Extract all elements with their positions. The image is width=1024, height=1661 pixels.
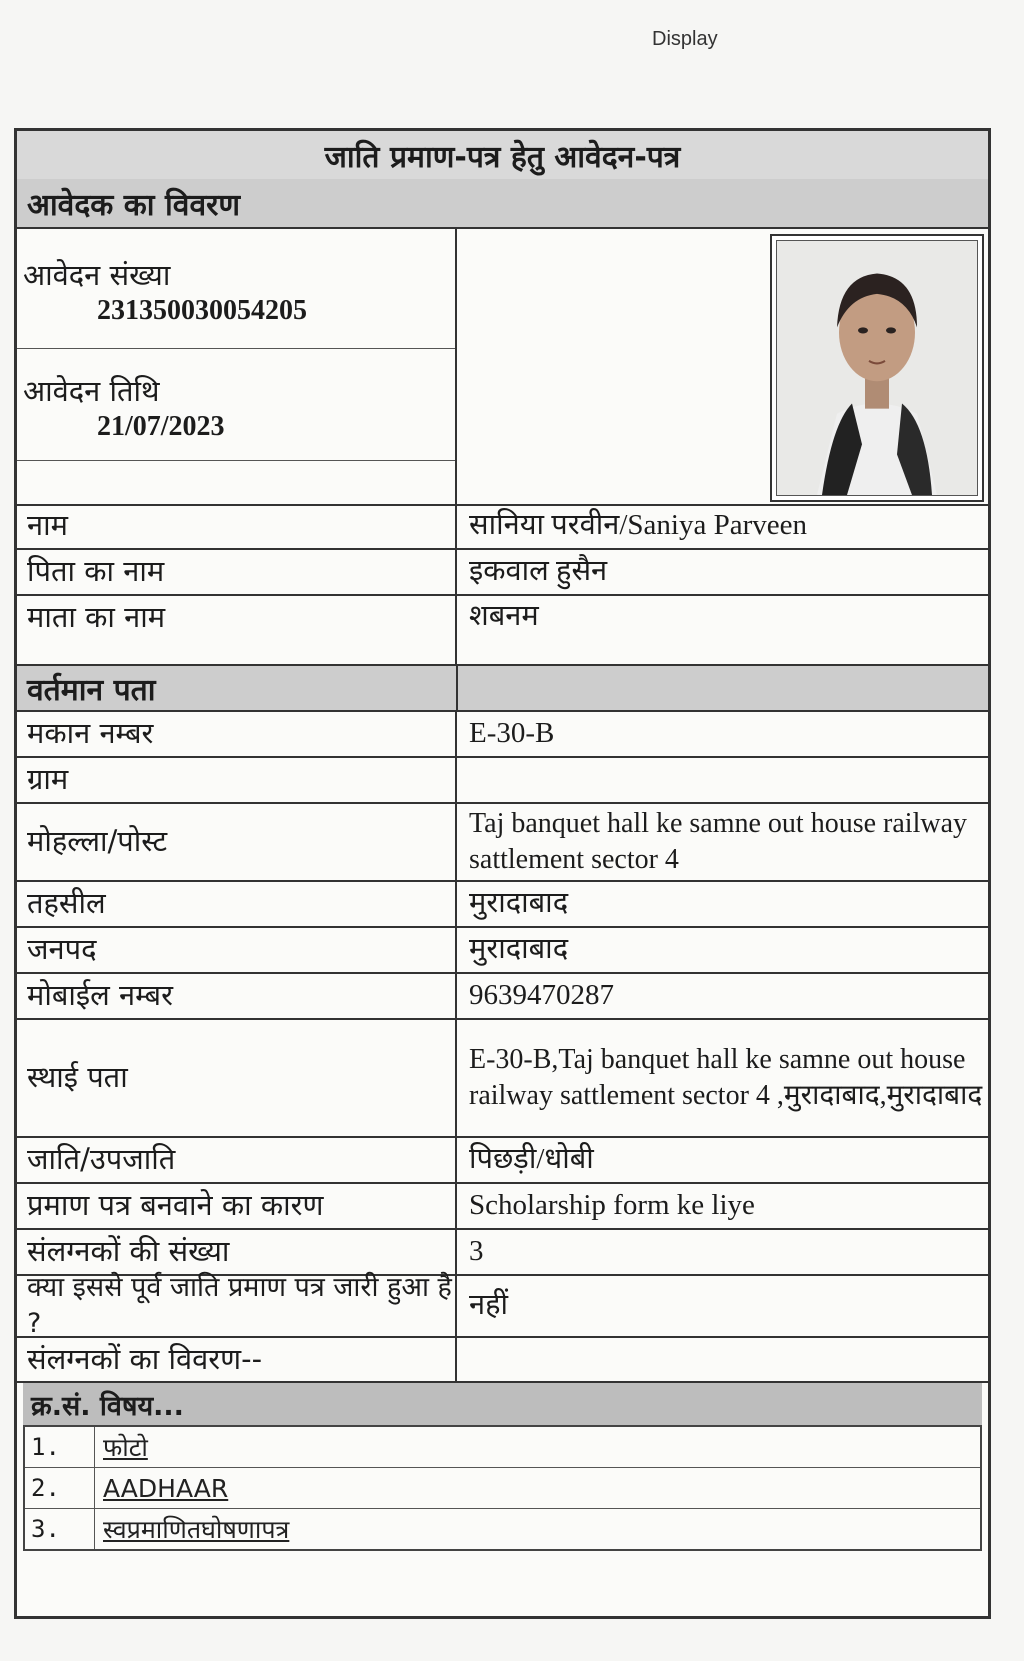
permanent-address-value: E-30-B,Taj banquet hall ke samne out house railway sattlement sector 4 ,मुरादाबाद,मुरादाबाद [469, 1043, 983, 1111]
mother-name-value: शबनम [469, 600, 539, 632]
mobile-label: मोबाईल नम्बर [17, 974, 457, 1018]
permanent-address-label: स्थाई पता [17, 1020, 457, 1136]
reason-value: Scholarship form ke liye [469, 1189, 755, 1222]
father-name-row [17, 550, 988, 596]
locality-row [17, 804, 988, 882]
father-name-label: पिता का नाम [17, 550, 457, 594]
tehsil-value: मुरादाबाद [469, 887, 569, 920]
section-applicant-details: आवेदक का विवरण [17, 179, 988, 229]
attachment-item [25, 1509, 980, 1549]
house-number-value: E-30-B [469, 717, 555, 750]
attachment-link-self-declaration[interactable]: स्वप्रमाणितघोषणापत्र [103, 1515, 290, 1544]
portrait-illustration [777, 241, 977, 495]
form-title: जाति प्रमाण-पत्र हेतु आवेदन-पत्र [17, 131, 988, 181]
application-meta [17, 229, 457, 504]
section-current-address: वर्तमान पता [17, 666, 988, 712]
district-value: मुरादाबाद [469, 933, 569, 966]
attachment-link-aadhaar[interactable]: AADHAAR [103, 1473, 229, 1503]
applicant-photo-image [776, 240, 978, 496]
name-row [17, 504, 988, 550]
caste-row [17, 1138, 988, 1184]
attachment-details-label: संलग्नकों का विवरण-- [17, 1338, 457, 1381]
village-label: ग्राम [17, 758, 457, 802]
attachments-list [23, 1425, 982, 1551]
attachment-number: 3. [25, 1509, 95, 1549]
locality-value: Taj banquet hall ke samne out house railway sattlement sector 4 [469, 807, 967, 875]
applicant-photo [770, 234, 984, 502]
attachments-header: क्र.सं. विषय... [23, 1383, 982, 1425]
tehsil-label: तहसील [17, 882, 457, 926]
mother-name-label: माता का नाम [17, 596, 457, 664]
attachment-link-photo[interactable]: फोटो [103, 1433, 148, 1462]
application-info-block [17, 229, 988, 506]
attachment-details-row [17, 1338, 988, 1383]
caste-value: पिछड़ी/धोबी [469, 1143, 594, 1176]
mobile-value: 9639470287 [469, 979, 614, 1012]
attachment-number: 1. [25, 1427, 95, 1467]
permanent-address-row [17, 1020, 988, 1138]
attachment-count-label: संलग्नकों की संख्या [17, 1230, 457, 1274]
application-number-cell [17, 229, 455, 349]
application-number-label: आवेदन संख्या [23, 258, 171, 292]
attachment-item [25, 1468, 980, 1509]
previous-certificate-label: क्या इससे पूर्व जाति प्रमाण पत्र जारी हुआ है ? [17, 1276, 457, 1336]
house-number-label: मकान नम्बर [17, 712, 457, 756]
name-value: सानिया परवीन/Saniya Parveen [469, 509, 808, 542]
application-date-cell [17, 349, 455, 461]
display-label: Display [652, 28, 718, 50]
attachment-count-value: 3 [469, 1235, 484, 1268]
locality-label: मोहल्ला/पोस्ट [17, 804, 457, 880]
attachment-details-value [457, 1338, 988, 1381]
reason-label: प्रमाण पत्र बनवाने का कारण [17, 1184, 457, 1228]
district-label: जनपद [17, 928, 457, 972]
attachment-number: 2. [25, 1468, 95, 1508]
name-label: नाम [17, 504, 457, 548]
application-number: 231350030054205 [97, 295, 307, 326]
previous-certificate-row [17, 1271, 988, 1339]
tehsil-row [17, 882, 988, 928]
application-date-label: आवेदन तिथि [23, 374, 160, 408]
mobile-row [17, 974, 988, 1020]
village-value [457, 758, 988, 802]
attachment-item [25, 1427, 980, 1468]
previous-certificate-value: नहीं [469, 1289, 509, 1322]
attachments-table [23, 1383, 982, 1613]
reason-row [17, 1184, 988, 1230]
application-date: 21/07/2023 [97, 411, 225, 442]
house-number-row [17, 712, 988, 758]
district-row [17, 928, 988, 974]
father-name-value: इकवाल हुसैन [469, 555, 608, 588]
village-row [17, 758, 988, 804]
mother-name-row [17, 596, 988, 666]
caste-certificate-application-form [14, 128, 991, 1619]
caste-label: जाति/उपजाति [17, 1138, 457, 1182]
